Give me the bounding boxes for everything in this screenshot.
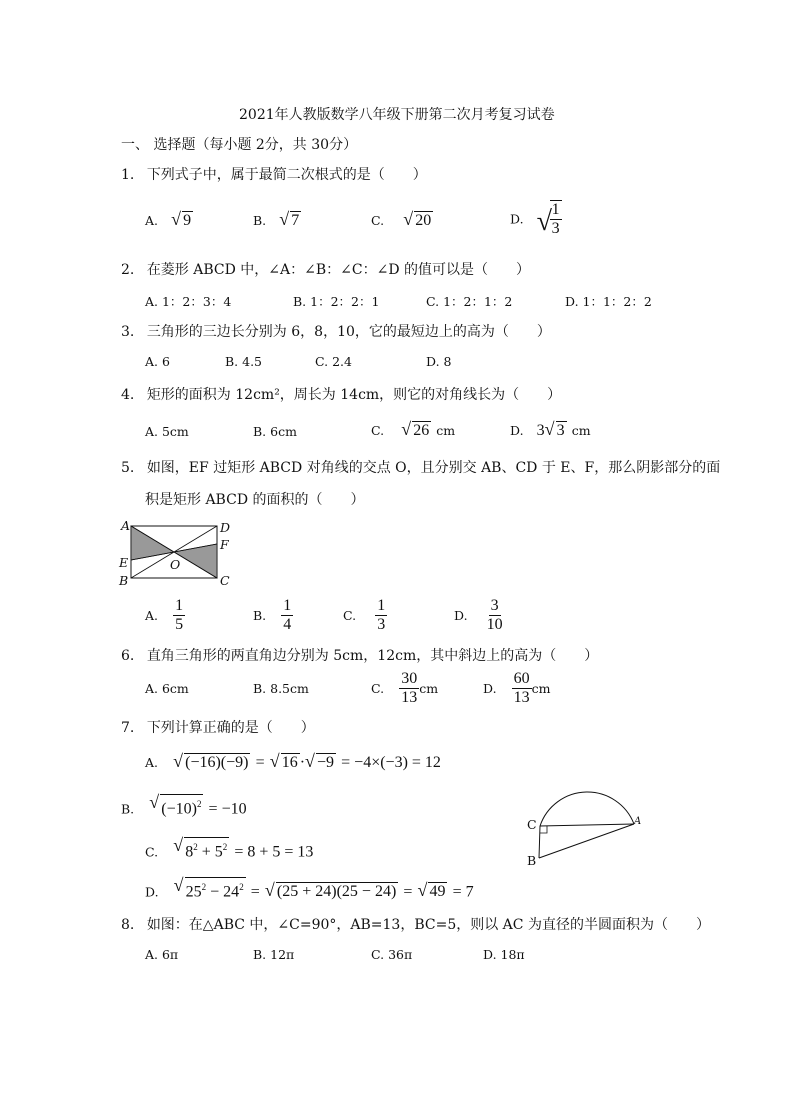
vertex-label-b: B (527, 853, 537, 868)
unit: cm (436, 423, 456, 438)
q6-option-a: A. 6cm (145, 681, 189, 696)
segment-cb (539, 826, 540, 858)
expression-rest: = −4×(−3) = 12 (341, 754, 441, 771)
question-text: 在菱形 ABCD 中，∠A：∠B：∠C：∠D 的值可以是（ ） (146, 262, 531, 278)
option-label: B. (253, 608, 267, 623)
q2-option-d: D. 1：1：2：2 (565, 294, 652, 309)
point-label-f: F (220, 537, 229, 552)
question-2 (121, 259, 530, 279)
question-number: 3. (121, 324, 135, 340)
semicircle-arc (540, 792, 634, 826)
point-label-e: E (119, 555, 129, 570)
denominator: 3 (377, 616, 386, 633)
question-number: 8. (121, 917, 135, 933)
shaded-triangle-right (174, 544, 217, 578)
q6-option-b: B. 8.5cm (253, 681, 309, 696)
q3-option-c: C. 2.4 (315, 354, 352, 369)
denominator: 13 (401, 689, 418, 706)
question-text: 直角三角形的两直角边分别为 5cm，12cm，其中斜边上的高为（ ） (146, 648, 599, 664)
question-4 (121, 384, 561, 404)
radicand: 20 (415, 212, 432, 229)
vertex-label-a: A (634, 816, 642, 827)
q2-option-a: A. 1：2：3：4 (145, 294, 232, 309)
option-label: C. (371, 213, 385, 228)
unit: cm (531, 681, 551, 696)
expression-rest: = −10 (208, 800, 247, 818)
option-label: A. (145, 213, 159, 228)
q1-option-a: A. √ 9 (145, 209, 192, 229)
shaded-triangle-left (131, 526, 174, 560)
unit: cm (419, 681, 439, 696)
denominator: 4 (283, 616, 292, 633)
q4-option-c: C. √ 26 cm (371, 419, 456, 439)
numerator: 30 (401, 670, 418, 687)
coefficient: 3 (536, 422, 545, 439)
vertex-label-d: D (220, 520, 231, 535)
question-text: 如图，EF 过矩形 ABCD 对角线的交点 O，且分别交 AB、CD 于 E、F，那么阴影部分的面 (146, 460, 721, 476)
q4-option-b: B. 6cm (253, 424, 297, 439)
question-number: 5. (121, 460, 135, 476)
denominator: 3 (551, 220, 560, 237)
q3-option-a: A. 6 (145, 354, 170, 369)
q1-option-b: B. √ 7 (253, 209, 300, 229)
question-3 (121, 321, 551, 341)
numerator: 1 (377, 597, 386, 614)
right-angle-mark (540, 826, 547, 833)
option-label: D. (510, 423, 524, 438)
question-5-line2: 积是矩形 ABCD 的面积的（ ） (145, 492, 365, 508)
question-text: 如图：在△ABC 中，∠C=90°，AB=13，BC=5，则以 AC 为直径的半圆面积为（ ） (146, 917, 710, 933)
q7-option-a: A. √ (−16)(−9) = √ 16 · √ −9 = −4×(−3) = 12 (145, 751, 441, 771)
question-text: 三角形的三边长分别为 6，8，10，它的最短边上的高为（ ） (146, 324, 551, 340)
q4-option-a: A. 5cm (145, 424, 189, 439)
question-number: 2. (121, 262, 135, 278)
numerator: 60 (513, 670, 530, 687)
semicircle-figure (530, 770, 650, 870)
q3-option-b: B. 4.5 (225, 354, 263, 369)
question-5 (121, 457, 720, 477)
q5-option-c (343, 597, 387, 634)
q5-option-b (253, 597, 293, 634)
denominator: 5 (175, 616, 184, 633)
question-text: 下列计算正确的是（ ） (146, 720, 315, 736)
expression-rest: = 7 (452, 883, 474, 901)
numerator: 1 (283, 597, 292, 614)
q1-option-d: D. √ $\frac{1}{3}$ (510, 201, 560, 237)
vertex-label-c: C (220, 573, 230, 588)
denominator: 13 (513, 689, 530, 706)
option-label: C. (343, 608, 357, 623)
vertex-label-b: B (119, 573, 129, 588)
question-number: 7. (121, 720, 135, 736)
numerator: 1 (551, 201, 560, 218)
unit: cm (571, 423, 591, 438)
radicand: 3 (556, 422, 565, 439)
q7-option-b: B. √ $(-10)^2 = -10$ (121, 792, 247, 818)
page-title: 2021年人教版数学八年级下册第二次月考复习试卷 (239, 107, 555, 123)
numerator: 3 (490, 597, 499, 614)
q8-option-c: C. 36π (371, 947, 413, 962)
q5-option-a (145, 597, 185, 634)
numerator: 1 (175, 597, 184, 614)
question-text: 下列式子中，属于最简二次根式的是（ ） (146, 167, 427, 183)
option-label: A. (145, 608, 159, 623)
q3-option-d: D. 8 (426, 354, 452, 369)
question-1 (121, 164, 427, 184)
question-text: 矩形的面积为 12cm²，周长为 14cm，则它的对角线长为（ ） (146, 387, 562, 403)
q8-option-a: A. 6π (145, 947, 179, 962)
option-label: C. (371, 681, 385, 696)
radicand: 26 (413, 422, 430, 439)
option-label: D. (483, 681, 497, 696)
question-8 (121, 914, 710, 934)
option-label: B. (253, 213, 267, 228)
section-heading: 一、 选择题（每小题 2分，共 30分） (121, 137, 358, 153)
question-number: 4. (121, 387, 135, 403)
q5-option-d (454, 597, 505, 634)
option-label: C. (371, 423, 385, 438)
question-number: 6. (121, 648, 135, 664)
question-number: 1. (121, 167, 135, 183)
radicand: 7 (291, 212, 300, 229)
q8-option-b: B. 12π (253, 947, 295, 962)
option-label: A. (145, 755, 159, 770)
q2-option-c: C. 1：2：1：2 (426, 294, 513, 309)
vertex-label-a: A (121, 518, 131, 533)
option-label: B. (121, 801, 135, 817)
option-label: D. (145, 884, 159, 900)
segment-ba (539, 824, 634, 858)
q6-option-d (483, 670, 551, 707)
q6-option-c (371, 670, 438, 707)
point-label-o: O (170, 557, 181, 572)
q4-option-d: D. 3 √ 3 cm (510, 419, 591, 439)
radicand: 9 (183, 212, 192, 229)
vertex-label-c: C (527, 817, 537, 832)
q2-option-b: B. 1：2：2：1 (293, 294, 380, 309)
question-6 (121, 645, 598, 665)
expression-rest: = 8 + 5 = 13 (234, 843, 314, 861)
q7-option-c: C. √ $8^2 + 5^2 = 8 + 5 = 13$ (145, 835, 314, 861)
q1-option-c: C. √ 20 (371, 209, 432, 229)
option-label: D. (454, 608, 468, 623)
denominator: 10 (486, 616, 503, 633)
q7-option-d: D. √ $25^2 - 24^2$ = √ (25 + 24)(25 − 24) = √ 49 = 7 (145, 875, 474, 901)
q8-option-d: D. 18π (483, 947, 525, 962)
option-label: C. (145, 844, 159, 860)
segment-ca (540, 824, 634, 826)
question-7 (121, 717, 315, 737)
option-label: D. (510, 211, 524, 227)
